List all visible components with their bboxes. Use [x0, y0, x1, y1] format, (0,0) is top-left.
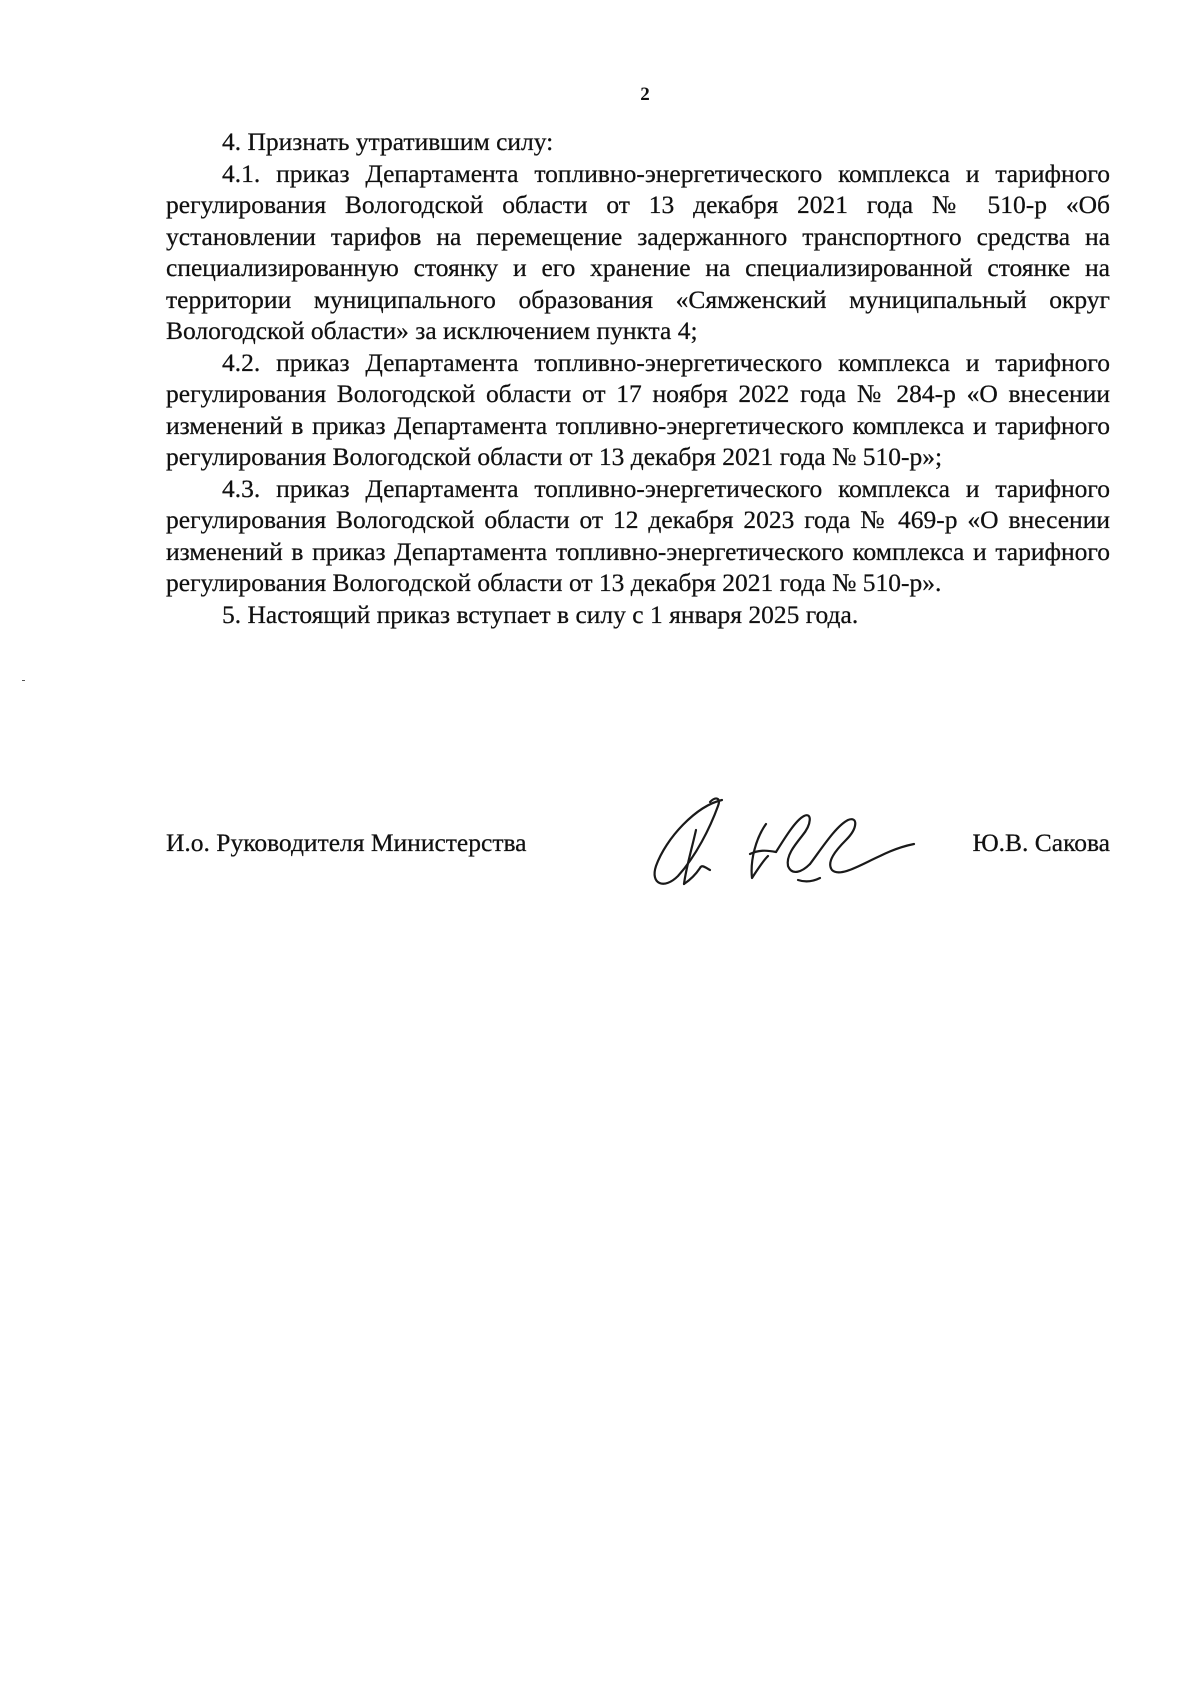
paragraph-item-5: 5. Настоящий приказ вступает в силу с 1 января 2025 года.: [222, 599, 859, 629]
page-number: 2: [640, 84, 650, 105]
signature-block: [166, 820, 1110, 880]
paragraph-item-4-2: 4.2. приказ Департамента топливно-энергетического комплекса и тарифного регулирования Вологодской области от 17 ноября 2022 года № 284-р «О внесении изменений в приказ Департамента топливно-энергетического комплекса и тарифного регулирования Вологодской области от 13 декабря 2021 года № 510-р»;: [166, 347, 1110, 471]
signer-title: И.о. Руководителя Министерства: [166, 828, 527, 857]
signer-name: Ю.В. Сакова: [972, 828, 1110, 857]
handwritten-signature: [626, 776, 926, 896]
paragraph-item-4-1: 4.1. приказ Департамента топливно-энергетического комплекса и тарифного регулирования Вологодской области от 13 декабря 2021 года № 510-р «Об установлении тарифов на перемещение задержанного транспортного средства на специализированную стоянку и его хранение на специализированной стоянке на территории муниципального образования «Сямженский муниципальный округ Вологодской области» за исключением пункта 4;: [166, 158, 1110, 345]
paragraph-item-4-3: 4.3. приказ Департамента топливно-энергетического комплекса и тарифного регулирования Вологодской области от 12 декабря 2023 года № 469-р «О внесении изменений в приказ Департамента топливно-энергетического комплекса и тарифного регулирования Вологодской области от 13 декабря 2021 года № 510-р».: [166, 473, 1110, 597]
paragraph-item-4: 4. Признать утратившим силу:: [222, 127, 554, 156]
scan-mark: [22, 680, 25, 681]
document-body: [166, 126, 1110, 630]
